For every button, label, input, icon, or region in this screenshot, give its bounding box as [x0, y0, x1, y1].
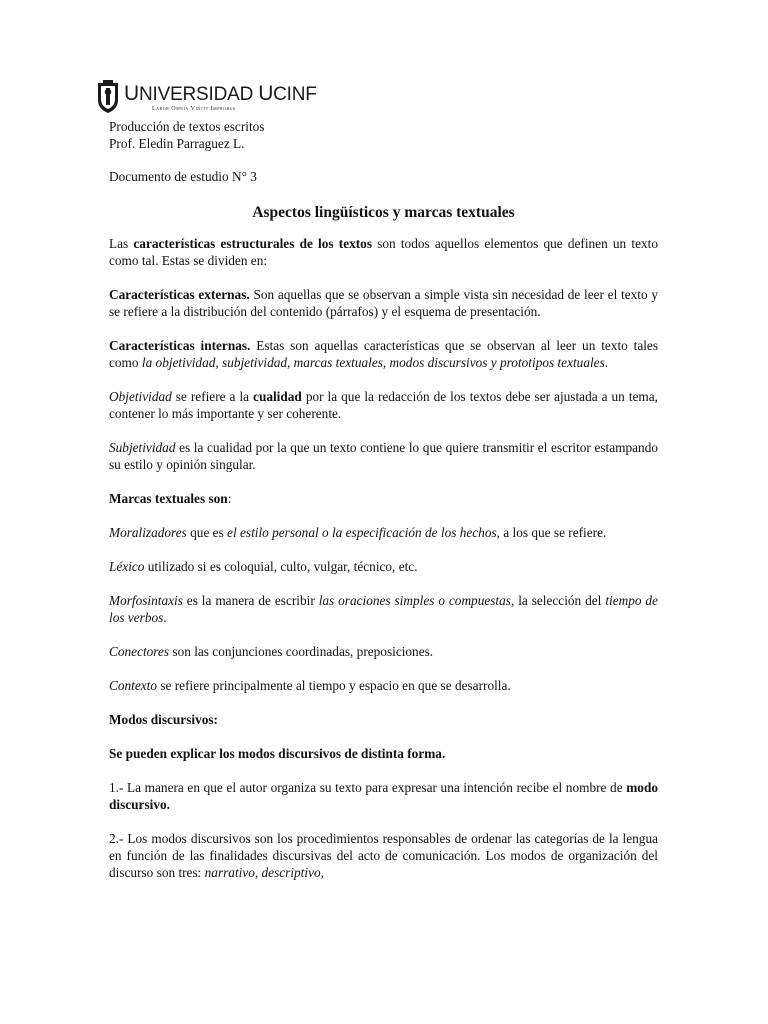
- university-logo: [96, 80, 317, 114]
- heading-explain-modes: Se pueden explicar los modos discursivos de distinta forma.: [109, 746, 446, 761]
- logo-text: [124, 83, 317, 112]
- paragraph-internal: Características internas. Estas son aquellas características que se observan al leer un texto tales como la objetividad, subjetividad, marcas textuales, modos discursivos y prototipos textuales.: [109, 338, 659, 370]
- course-name: Producción de textos escritos: [109, 119, 265, 134]
- paragraph-lexicon: Léxico utilizado si es coloquial, culto, vulgar, técnico, etc.: [109, 559, 418, 574]
- logo-motto: Labor Omnia Vincit Improbus: [152, 105, 236, 112]
- paragraph-subjectivity: Subjetividad es la cualidad por la que un texto contiene lo que quiere transmitir el escritor estampando su estilo y opinión singular.: [109, 440, 658, 472]
- professor-name: Prof. Eledin Parraguez L.: [109, 136, 245, 151]
- paragraph-context: Contexto se refiere principalmente al tiempo y espacio en que se desarrolla.: [109, 678, 511, 693]
- paragraph-structural: Las características estructurales de los textos son todos aquellos elementos que definen un texto como tal. Estas se dividen en:: [109, 236, 658, 268]
- paragraph-moralizers: Moralizadores que es el estilo personal o la especificación de los hechos, a los que se refiere.: [109, 525, 607, 540]
- logo-name: UNIVERSIDAD UCINF: [124, 81, 317, 105]
- paragraph-objectivity: Objetividad se refiere a la cualidad por la que la redacción de los textos debe ser ajustada a un tema, contener lo más importante y ser coherente.: [109, 389, 658, 421]
- paragraph-external: Características externas. Son aquellas que se observan a simple vista sin necesidad de leer el texto y se refiere a la distribución del contenido (párrafos) y el esquema de presentación.: [109, 287, 658, 319]
- document-number: Documento de estudio N° 3: [109, 169, 257, 184]
- paragraph-point-2: 2.- Los modos discursivos son los procedimientos responsables de ordenar las categorías de la lengua en función de las finalidades discursivas del acto de comunicación. Los modos de organización del discurso son tres: narrativo, descriptivo,: [109, 831, 658, 880]
- university-seal-icon: [96, 80, 120, 114]
- paragraph-morphosyntax: Morfosintaxis es la manera de escribir las oraciones simples o compuestas, la selección del tiempo de los verbos.: [109, 593, 658, 625]
- heading-discourse-modes: Modos discursivos:: [109, 712, 218, 727]
- heading-textual-marks: Marcas textuales son:: [109, 491, 232, 506]
- document-body: [109, 118, 658, 881]
- document-title: Aspectos lingüísticos y marcas textuales: [252, 204, 515, 221]
- paragraph-point-1: 1.- La manera en que el autor organiza su texto para expresar una intención recibe el nombre de modo discursivo.: [109, 780, 658, 812]
- paragraph-connectors: Conectores son las conjunciones coordinadas, preposiciones.: [109, 644, 434, 659]
